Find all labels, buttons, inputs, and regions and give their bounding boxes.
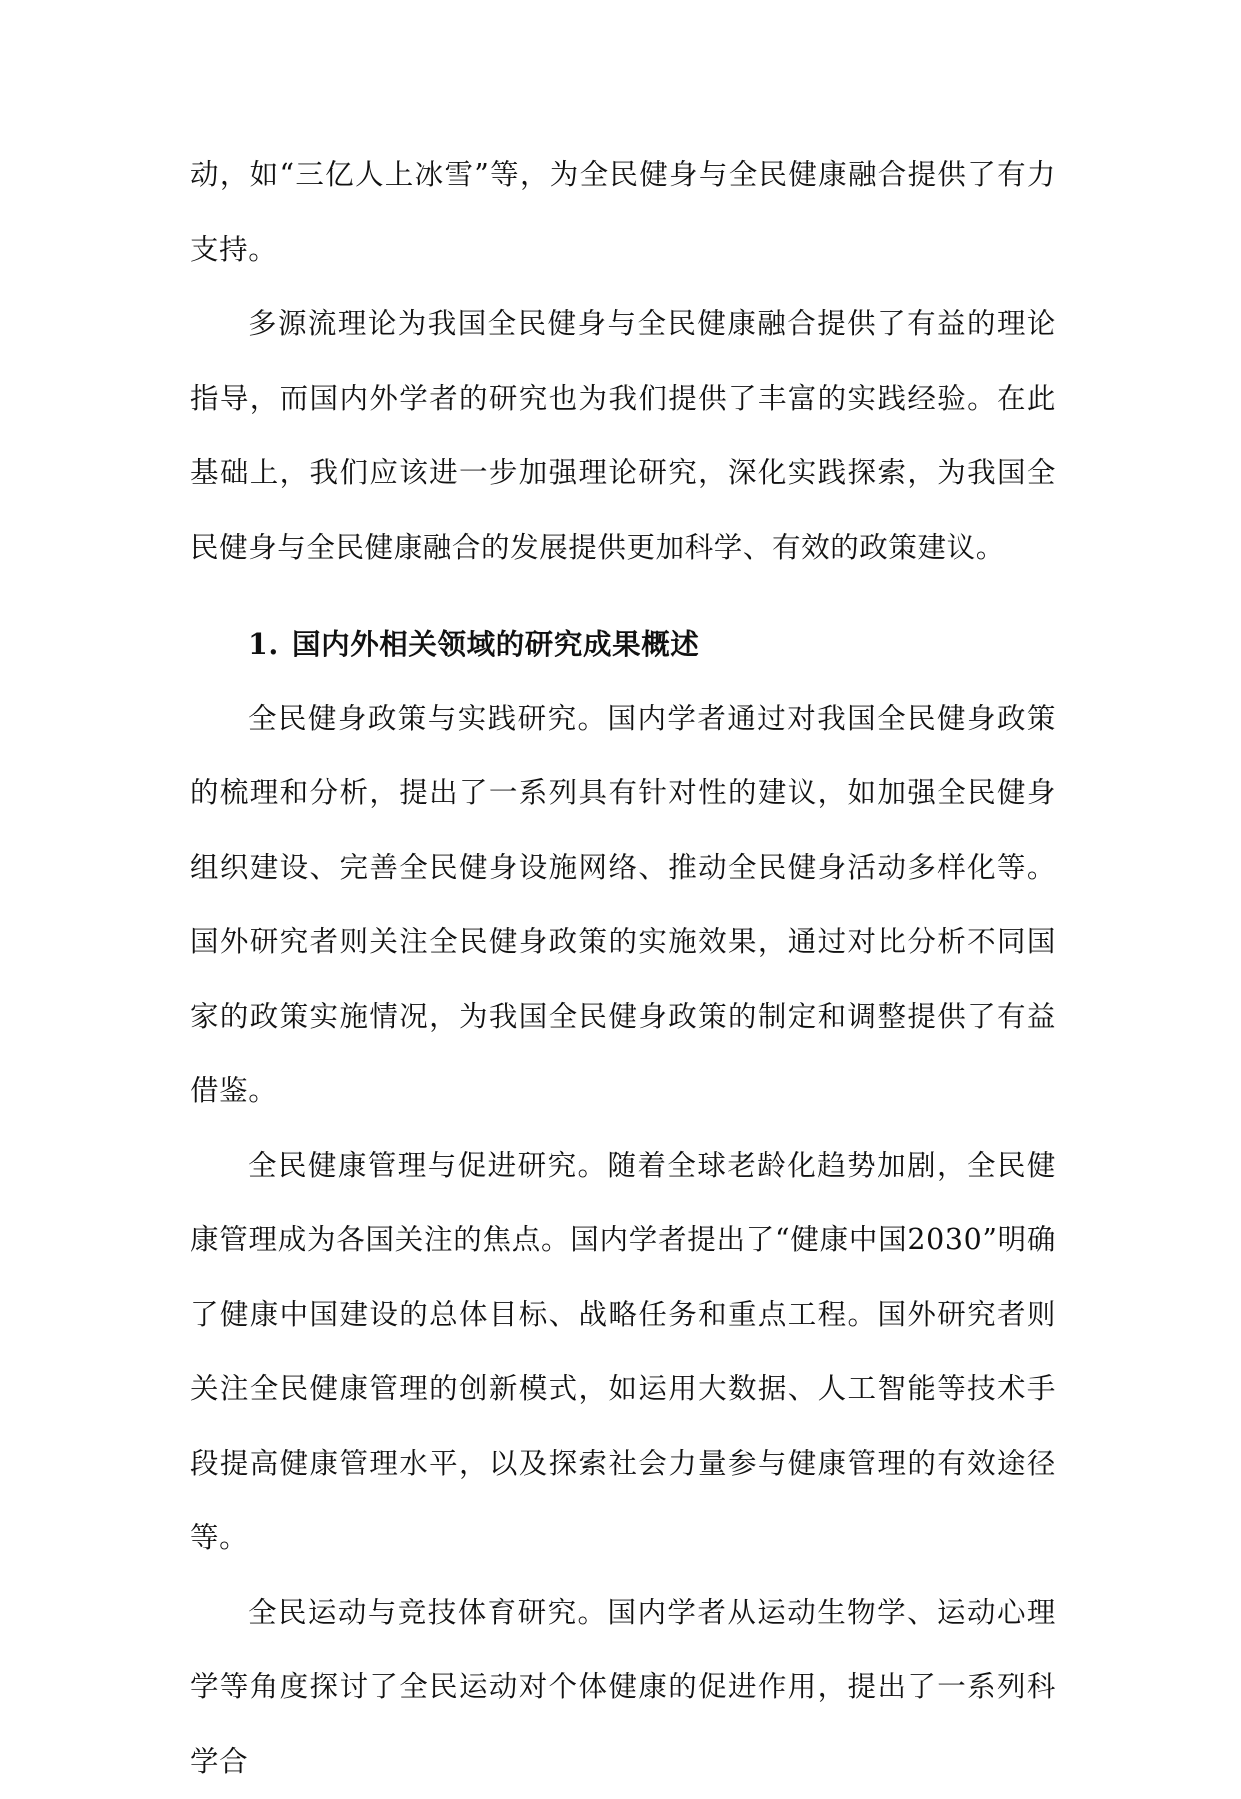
paragraph-sports-research: 全民运动与竞技体育研究。国内学者从运动生物学、运动心理学等角度探讨了全民运动对个体健康的促进作用，提出了一系列科学合 [190, 1576, 1056, 1799]
text-column [190, 138, 1056, 1799]
section-number: 1. [248, 607, 292, 682]
paragraph-multiple-streams-theory: 多源流理论为我国全民健身与全民健康融合提供了有益的理论指导，而国内外学者的研究也为我们提供了丰富的实践经验。在此基础上，我们应该进一步加强理论研究，深化实践探索，为我国全民健身与全民健康融合的发展提供更加科学、有效的政策建议。 [190, 287, 1056, 585]
paragraph-continuation: 动，如“三亿人上冰雪”等，为全民健身与全民健康融合提供了有力支持。 [190, 138, 1056, 287]
section-title: 国内外相关领域的研究成果概述 [292, 627, 699, 661]
paragraph-fitness-policy: 全民健身政策与实践研究。国内学者通过对我国全民健身政策的梳理和分析，提出了一系列具有针对性的建议，如加强全民健身组织建设、完善全民健身设施网络、推动全民健身活动多样化等。国外研究者则关注全民健身政策的实施效果，通过对比分析不同国家的政策实施情况，为我国全民健身政策的制定和调整提供了有益借鉴。 [190, 682, 1056, 1129]
section-heading [190, 607, 1056, 682]
paragraph-health-management: 全民健康管理与促进研究。随着全球老龄化趋势加剧，全民健康管理成为各国关注的焦点。国内学者提出了“健康中国2030”明确了健康中国建设的总体目标、战略任务和重点工程。国外研究者则关注全民健康管理的创新模式，如运用大数据、人工智能等技术手段提高健康管理水平，以及探索社会力量参与健康管理的有效途径等。 [190, 1129, 1056, 1576]
